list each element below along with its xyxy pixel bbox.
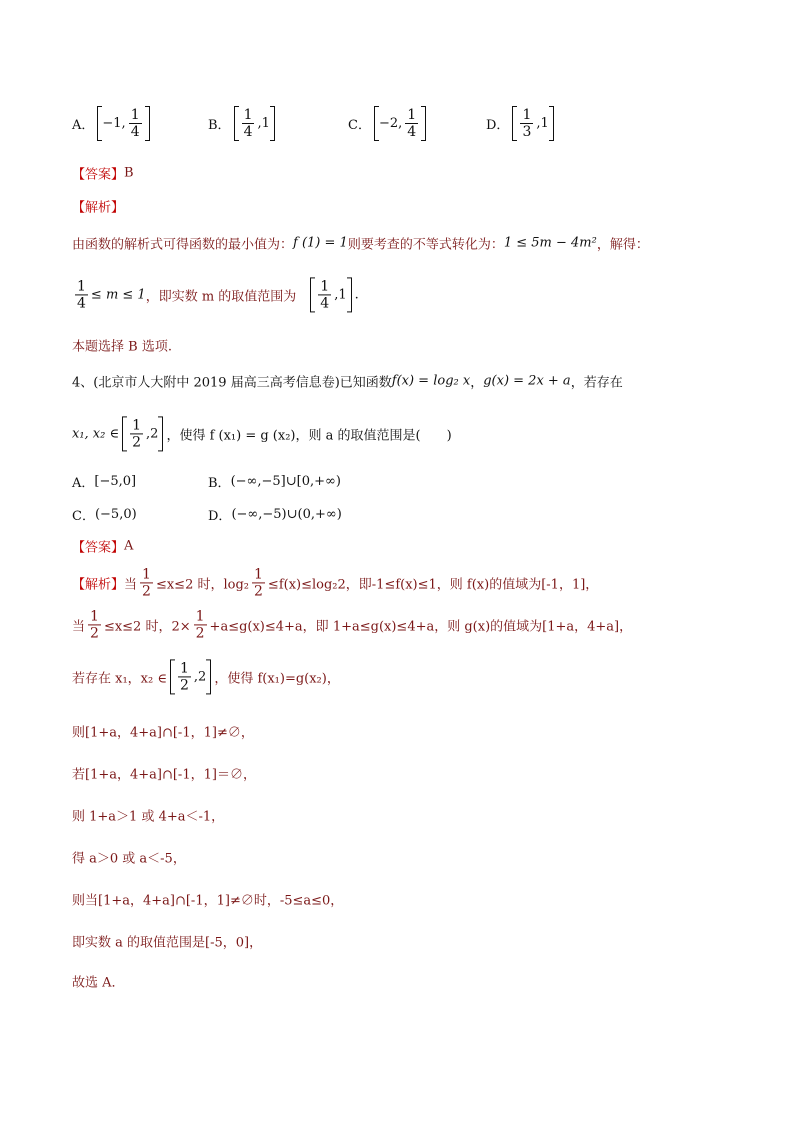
q4-analysis-line8: 则当[1+a，4+a]∩[-1，1]≠∅时，-5≤a≤0， [72,893,344,909]
denominator: 2 [195,625,205,642]
option-value: (−∞,−5]∪[0,+∞) [230,474,341,489]
interval [310,277,351,312]
denominator: 2 [142,583,151,600]
text: 当 [72,619,86,635]
q4-option-b [208,472,341,491]
math: f (1) = 1 [293,235,348,251]
text: ，即实数 m 的取值范围为 [145,289,297,305]
q4-analysis-line5: 若[1+a，4+a]∩[-1，1]＝∅， [72,767,256,783]
text: 当 [124,577,138,593]
q4-analysis-line7: 得 a＞0 或 a＜-5， [72,851,186,867]
q4-analysis-line9: 即实数 a 的取值范围是[-5，0]， [72,935,263,951]
interval-start: −1, [102,116,126,132]
text: ，使得 f(x₁)=g(x₂)， [214,671,340,687]
text: . [354,287,359,303]
fraction [252,566,265,599]
q4-analysis-line6: 则 1+a＞1 或 4+a＜-1， [72,809,225,825]
text: ，使得 f (x₁) = g (x₂)，则 a 的取值范围是( ) [166,428,452,444]
text: 则要考查的不等式转化为： [347,237,504,253]
denominator: 4 [320,295,330,312]
fraction [130,417,143,450]
interval-end: ,2 [193,669,207,685]
option-d [486,106,557,141]
denominator: 4 [243,124,253,141]
option-label: D． [486,118,510,134]
q3-analysis-heading [72,197,124,216]
numerator: 1 [179,660,189,677]
numerator: 1 [77,278,86,295]
denominator: 2 [90,625,99,642]
fraction [140,566,153,599]
q3-analysis-line1 [72,234,649,253]
fraction [520,107,533,140]
option-label: A． [72,476,95,491]
option-label: C． [348,118,371,134]
text: ≤x≤2 时，2× [103,619,191,635]
answer-tag: 【答案】 [72,540,125,556]
fraction [75,278,88,311]
q4-answer [72,537,133,556]
text: ≤f(x)≤log₂2，即-1≤f(x)≤1，则 f(x)的值域为[-1，1]， [267,577,599,593]
math: g(x) = 2x + a [483,373,571,389]
denominator: 2 [254,583,263,600]
interval-start: −2, [378,116,403,132]
denominator: 4 [407,124,417,141]
q4-analysis-line10: 故选 A． [72,975,125,991]
text: ， [470,375,484,391]
fraction [318,278,331,311]
numerator: 1 [407,107,417,123]
fraction [194,608,207,641]
option-label: C． [72,509,95,524]
math: ≤ m ≤ 1 [90,287,146,303]
math: x₁, x₂ ∈ [72,426,120,442]
q4-option-a [72,472,136,491]
option-a [72,106,153,141]
math: f(x) = log₂ x [391,373,471,389]
answer-value: B [124,165,134,181]
math: 1 ≤ 5m − 4m² [503,235,597,251]
option-value: (−5,0) [94,507,137,522]
answer-value: A [124,538,134,554]
interval-end: ,1 [257,116,270,132]
analysis-tag: 【解析】 [72,200,125,216]
q4-stem-line2 [72,416,452,451]
numerator: 1 [254,566,263,583]
option-label: B． [208,476,231,491]
numerator: 1 [132,417,142,434]
denominator: 3 [522,124,532,141]
option-label: A． [72,118,95,134]
q4-option-d [208,505,342,524]
q4-stem-line1 [72,372,623,391]
denominator: 2 [132,434,142,451]
interval-end: ,2 [146,426,159,442]
text: 4、(北京市人大附中 2019 届高三高考信息卷)已知函数 [72,375,392,391]
interval [122,416,163,451]
option-c [348,106,429,141]
q4-analysis-line2 [72,608,632,641]
q3-answer [72,164,134,183]
fraction [242,107,255,140]
text: 由函数的解析式可得函数的最小值为： [72,237,294,253]
option-label: B． [208,118,231,134]
q4-option-c [72,505,137,524]
q3-analysis-line2 [72,277,359,312]
interval-end: ,1 [334,287,347,303]
text: +a≤g(x)≤4+a，即 1+a≤g(x)≤4+a，则 g(x)的值域为[1+a，4+a]， [209,619,633,635]
numerator: 1 [243,107,253,123]
option-value: (−∞,−5)∪(0,+∞) [231,507,342,522]
numerator: 1 [130,107,140,123]
option-label: D． [208,509,232,524]
interval [170,659,211,694]
denominator: 4 [77,295,86,312]
numerator: 1 [522,107,532,123]
interval [512,106,553,141]
q4-analysis-line1 [72,566,598,599]
fraction [405,107,418,140]
numerator: 1 [142,566,151,583]
option-value: [−5,0] [94,474,137,489]
numerator: 1 [320,278,330,295]
interval [234,106,275,141]
fraction [88,608,101,641]
numerator: 1 [90,608,99,625]
denominator: 4 [130,124,140,141]
q4-analysis-line4: 则[1+a，4+a]∩[-1，1]≠∅， [72,725,254,741]
text: ≤x≤2 时，log₂ [155,577,249,593]
q4-analysis-line3 [72,659,340,694]
interval-end: ,1 [536,116,549,132]
analysis-tag: 【解析】 [72,577,125,593]
fraction [178,660,191,693]
numerator: 1 [195,608,205,625]
interval [97,106,149,141]
text: 若存在 x₁，x₂ ∈ [72,671,167,687]
text: ，解得： [596,237,649,253]
text: ，若存在 [570,375,623,391]
q3-analysis-line3: 本题选择 B 选项. [72,339,172,355]
interval [374,106,426,141]
answer-tag: 【答案】 [72,167,125,183]
fraction [129,107,142,140]
option-b [208,106,278,141]
denominator: 2 [179,677,189,694]
